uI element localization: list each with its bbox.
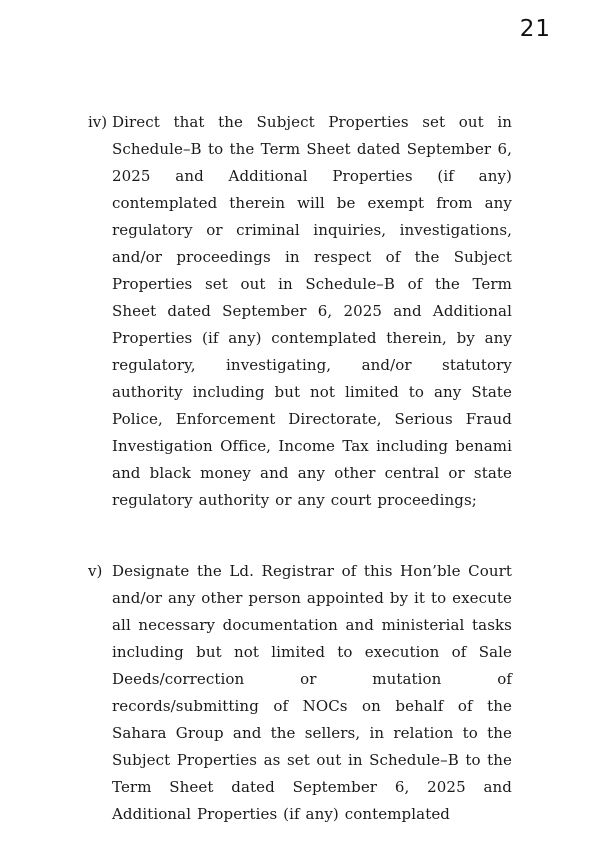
clause-marker: iv) <box>88 113 108 131</box>
clause-iv <box>88 109 512 514</box>
clause-marker: v) <box>88 562 103 580</box>
page-number: 21 <box>519 16 551 42</box>
clause-text: Designate the Ld. Registrar of this Hon’ble Court and/or any other person appointed by it to execute all necessary documentation and ministerial tasks including but not limited to execution of Sale Deeds/correction or mutation of records/submitting of NOCs on behalf of the Sahara Group and the sellers, in relation to the Subject Properties as set out in Schedule–B to the Term Sheet dated September 6, 2025 and Additional Properties (if any) contemplated <box>112 562 512 823</box>
clause-v <box>88 558 512 828</box>
clause-text: Direct that the Subject Properties set out in Schedule–B to the Term Sheet dated September 6, 2025 and Additional Properties (if any) contemplated therein will be exempt from any regulatory or criminal inquiries, investigations, and/or proceedings in respect of the Subject Properties set out in Schedule–B of the Term Sheet dated September 6, 2025 and Additional Properties (if any) contemplated therein, by any regulatory, investigating, and/or statutory authority including but not limited to any State Police, Enforcement Directorate, Serious Fraud Investigation Office, Income Tax including benami and black money and any other central or state regulatory authority or any court proceedings; <box>112 113 512 509</box>
